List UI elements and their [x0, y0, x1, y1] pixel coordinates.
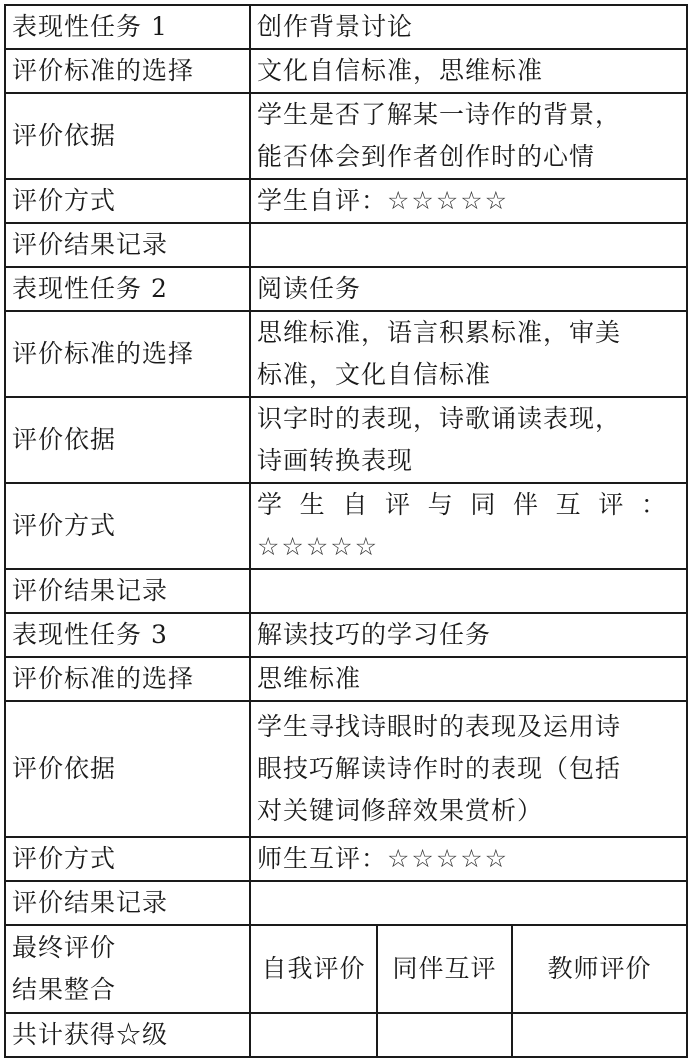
- table-row: [5, 179, 687, 223]
- table-row: [5, 311, 687, 397]
- row-label: 评价标准的选择: [5, 49, 250, 93]
- row-value: 解读技巧的学习任务: [250, 613, 687, 657]
- label-line: 结果整合: [12, 975, 117, 1004]
- result-record-cell: [250, 569, 687, 613]
- row-label: 评价依据: [5, 93, 250, 179]
- value-line: 对关键词修辞效果赏析）: [257, 796, 544, 825]
- value-line: 思维标准，语言积累标准，审美: [257, 318, 622, 347]
- row-label: 评价结果记录: [5, 881, 250, 925]
- method-text: 学生自评与同伴互评：: [257, 490, 680, 519]
- value-line: 学生是否了解某一诗作的背景，: [257, 100, 622, 129]
- value-line: 学生寻找诗眼时的表现及运用诗: [257, 712, 622, 741]
- row-value: [250, 311, 687, 397]
- table-row: [5, 223, 687, 267]
- value-line: 能否体会到作者创作时的心情: [257, 142, 596, 171]
- row-label: 共计获得☆级: [5, 1013, 250, 1057]
- table-row: [5, 925, 687, 1013]
- row-value: 创作背景讨论: [250, 5, 687, 49]
- row-value: 思维标准: [250, 657, 687, 701]
- self-eval-total: [250, 1013, 377, 1057]
- row-value: [250, 93, 687, 179]
- teacher-eval-total: [512, 1013, 687, 1057]
- evaluation-table: [4, 4, 688, 1058]
- teacher-eval-header: 教师评价: [512, 925, 687, 1013]
- row-value: [250, 837, 687, 881]
- table-row: [5, 569, 687, 613]
- star-rating: ☆☆☆☆☆: [387, 186, 510, 215]
- row-label: 评价方式: [5, 837, 250, 881]
- value-line: 眼技巧解读诗作时的表现（包括: [257, 754, 622, 783]
- row-label: 评价标准的选择: [5, 311, 250, 397]
- row-value: [250, 179, 687, 223]
- row-label: 表现性任务 3: [5, 613, 250, 657]
- row-label: 评价结果记录: [5, 223, 250, 267]
- table-row: [5, 483, 687, 569]
- row-label: 评价结果记录: [5, 569, 250, 613]
- star-rating: ☆☆☆☆☆: [387, 844, 510, 873]
- table-row: [5, 613, 687, 657]
- peer-eval-total: [377, 1013, 512, 1057]
- table-row: [5, 657, 687, 701]
- method-text: 师生互评：: [257, 844, 388, 873]
- row-value: 文化自信标准，思维标准: [250, 49, 687, 93]
- label-line: 最终评价: [12, 933, 117, 962]
- row-value: [250, 483, 687, 569]
- table-row: [5, 267, 687, 311]
- peer-eval-header: 同伴互评: [377, 925, 512, 1013]
- value-line: 诗画转换表现: [257, 446, 414, 475]
- row-label: 表现性任务 1: [5, 5, 250, 49]
- row-value: [250, 701, 687, 837]
- table-row: [5, 701, 687, 837]
- result-record-cell: [250, 223, 687, 267]
- row-label: 评价方式: [5, 483, 250, 569]
- table-row: [5, 1013, 687, 1057]
- star-rating: ☆☆☆☆☆: [257, 532, 380, 561]
- table-row: [5, 5, 687, 49]
- row-label: 评价依据: [5, 701, 250, 837]
- table-row: [5, 837, 687, 881]
- value-line: 识字时的表现，诗歌诵读表现，: [257, 404, 622, 433]
- row-label: [5, 925, 250, 1013]
- self-eval-header: 自我评价: [250, 925, 377, 1013]
- method-text: 学生自评：: [257, 186, 388, 215]
- table-row: [5, 881, 687, 925]
- row-label: 评价标准的选择: [5, 657, 250, 701]
- row-label: 评价方式: [5, 179, 250, 223]
- table-row: [5, 397, 687, 483]
- row-label: 评价依据: [5, 397, 250, 483]
- row-value: 阅读任务: [250, 267, 687, 311]
- row-value: [250, 397, 687, 483]
- table-row: [5, 93, 687, 179]
- table-row: [5, 49, 687, 93]
- row-label: 表现性任务 2: [5, 267, 250, 311]
- result-record-cell: [250, 881, 687, 925]
- value-line: 标准，文化自信标准: [257, 360, 492, 389]
